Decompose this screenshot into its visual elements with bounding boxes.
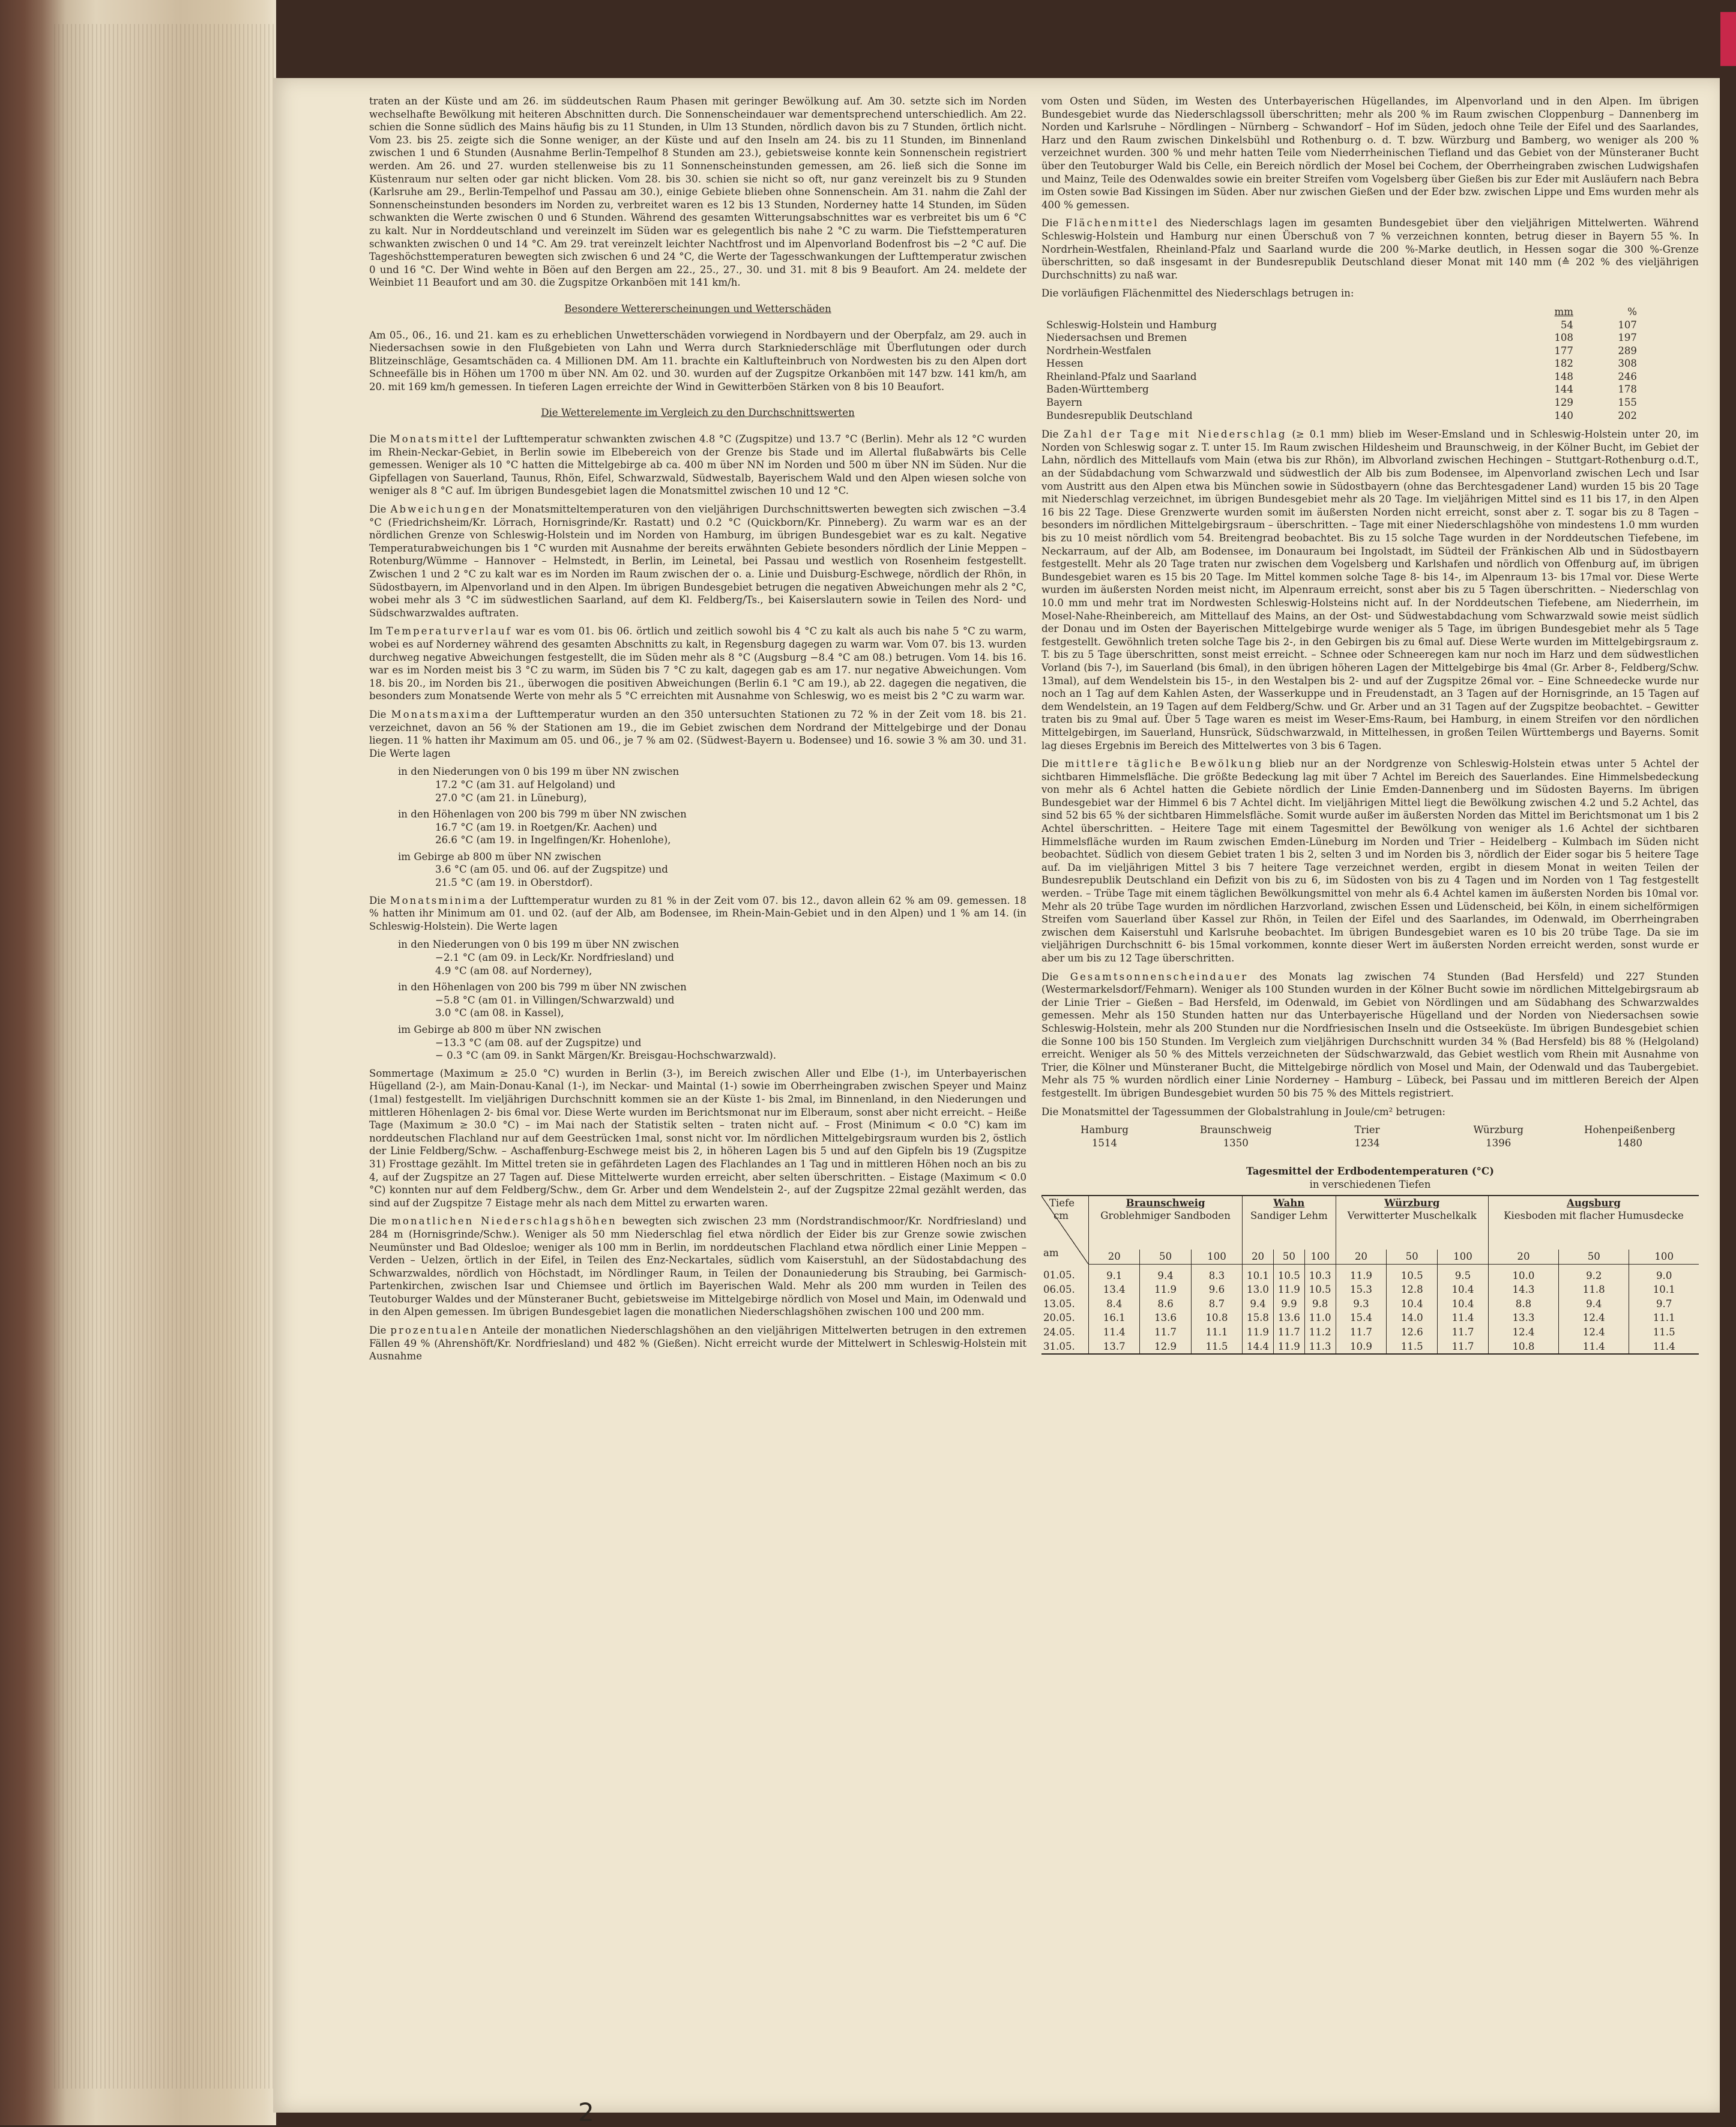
table-row xyxy=(1041,1264,1699,1283)
depth-header: 50 xyxy=(1273,1250,1304,1264)
paragraph: Die prozentualen Anteile der monatlichen Niederschlagshöhen an den vieljährigen Mittelwerten betrugen in den extremen Fällen 49 % (Ahrenshöft/Kr. Nordfriesland) und 482 % (Gießen). Nicht erreicht wurde der Mittelwert in Schleswig-Holstein mit Ausnahme xyxy=(369,1325,1026,1362)
depth-header: 20 xyxy=(1488,1250,1558,1264)
station-name: Braunschweig xyxy=(1199,1124,1272,1136)
paragraph: vom Osten und Süden, im Westen des Unterbayerischen Hügellandes, im Alpenvorland und in den Alpen. Im übrigen Bundesgebiet wurde das Niederschlagssoll überschritten; mehr als 200 % im Raum zwischen Cloppenburg – Dannenberg im Norden und Karlsruhe – Nördlingen – Nürnberg – Schwandorf – Hof im Süden, jedoch ohne Teile der Eifel und des Saarlandes, Harz und den Raum zwischen Dinkelsbühl und Rothenburg o. d. T. bzw. Würzburg und Bamberg, wo weniger als 200 % verzeichnet wurden. 300 % und mehr hatten Teile vom Niederrheinischen Tiefland und das Gebiet von der Münsteraner Bucht über den Teutoburger Wald bis Celle, ein Bereich nördlich der Mosel bei Cochem, der Oberrheingraben zwischen Ludwigshafen und Mainz, Teile des Odenwaldes sowie ein breiter Streifen vom Vogelsberg über Gießen bis zur Eder mit Ausläufern nach Bebra im Osten sowie Bad Kissingen im Süden. Aber nur zwischen Gießen und der Eder bzw. zwischen Lippe und Ems wurden mehr als 400 % gemessen. xyxy=(1041,95,1699,211)
value-cell: 11.7 xyxy=(1438,1340,1489,1355)
value-cell: 197 xyxy=(1618,332,1637,344)
value-cell: 11.8 xyxy=(1559,1283,1629,1297)
date-cell: 06.05. xyxy=(1043,1284,1075,1296)
soil-type: Kiesboden mit flacher Humusdecke xyxy=(1504,1210,1684,1222)
value-cell: 10.9 xyxy=(1336,1340,1387,1355)
radiation-value: 1396 xyxy=(1486,1137,1511,1149)
value-cell: 308 xyxy=(1618,358,1637,370)
table-title: Tagesmittel der Erdbodentemperaturen (°C) xyxy=(1246,1165,1494,1178)
table-row xyxy=(1041,370,1642,384)
spaced-term: monatlichen Niederschlagshöhen xyxy=(391,1215,617,1227)
value-cell: 11.7 xyxy=(1438,1325,1489,1340)
value-cell: 9.7 xyxy=(1629,1297,1699,1311)
value-cell: 11.1 xyxy=(1191,1325,1242,1340)
paragraph: Die monatlichen Niederschlagshöhen bewegten sich zwischen 23 mm (Nordstrandischmoor/Kr. Nordfriesland) und 284 m (Hornisgrinde/Schw.). Weniger als 50 mm Niederschlag fiel etwa nördlich der Eider bis zur Grenze sowie zwischen Neumünster und Bad Oldesloe; weniger als 100 mm in Berlin, im norddeutschen Flachland etwa nördlich einer Linie Meppen – Verden – Uelzen, örtlich in der Eifel, in Teilen des Enz-Neckartales, südlich vom Kaiserstuhl, an der Südostabdachung des Schwarzwaldes, nördlich von Höchstadt, im Nördlinger Raum, in Teilen der Donauniederung bis Straubing, bei Garmisch-Partenkirchen, zwischen Isar und Chiemsee und örtlich im Bayerischen Wald. Mehr als 200 mm wurden in Teilen des Teutoburger Waldes und der Münsteraner Bucht, gebietsweise im Mittelgebirge nördlich von Mosel und Main, im Odenwald und in den Alpen gemessen. Im übrigen Bundesgebiet lagen die monatlichen Niederschlagshöhen zwischen 100 und 200 mm. xyxy=(369,1215,1026,1318)
paragraph: Die vorläufigen Flächenmittel des Niederschlags betrugen in: xyxy=(1041,287,1354,299)
station-header xyxy=(1243,1196,1336,1250)
soil-type: Verwitterter Muschelkalk xyxy=(1347,1210,1477,1222)
value-cell: 8.4 xyxy=(1089,1297,1140,1311)
table-subtitle: in verschiedenen Tiefen xyxy=(1309,1178,1431,1190)
depth-header: 100 xyxy=(1629,1250,1699,1264)
station-header xyxy=(1336,1196,1488,1250)
value-cell: 11.5 xyxy=(1191,1340,1242,1355)
station-header xyxy=(1089,1196,1243,1250)
table-row xyxy=(1041,319,1642,332)
value-cell: 182 xyxy=(1554,358,1573,370)
value-cell: 12.6 xyxy=(1387,1325,1438,1340)
value-cell: 9.4 xyxy=(1243,1297,1274,1311)
region-cell: Hessen xyxy=(1046,358,1083,370)
table-row xyxy=(1041,1311,1699,1325)
paragraph: Die mittlere tägliche Bewölkung blieb nur an der Nordgrenze von Schleswig-Holstein etwas unter 5 Achtel der sichtbaren Himmelsfläche. Die größte Bedeckung lag mit über 7 Achtel im Bereich des Sauerlandes. Eine Himmelsbedeckung von mehr als 6 Achtel hatten die Gebiete nördlich der Linie Emden-Dannenberg und im Südosten Bayerns. Im übrigen Bundesgebiet war der Himmel 6 bis 7 Achtel dicht. Im vieljährigen Mittel liegt die Bewölkung zwischen 4.2 und 5.2 Achtel, das sind 52 bis 65 % der sichtbaren Himmelsfläche. Somit wurde außer im äußersten Norden das Mittel im Berichtsmonat um 1 bis 2 Achtel überschritten. – Heitere Tage mit einem Tagesmittel der Bewölkung von weniger als 1.6 Achtel der sichtbaren Himmelsfläche wurden im Raum zwischen Emden-Lüneburg im Norden und Trier – Heidelberg – Kulmbach im Süden nicht beobachtet. Südlich von diesem Gebiet traten 1 bis 2, selten 3 und im Norden bis 3, nördlich der Eider sogar bis 5 heitere Tage auf. Da im vieljährigen Mittel 3 bis 7 heitere Tage verzeichnet werden, ergibt in diesem Monat in weiten Teilen der Bundesrepublik Deutschland ein Defizit von bis zu 6, im Südosten von bis zu 4 Tagen und im Norden von 1 Tag festgestellt werden. – Trübe Tage mit einem täglichen Bewölkungsmittel von mehr als 6.4 Achtel kamen im äußersten Norden bis 10mal vor. Mehr als 20 trübe Tage wurden im nördlichen Harzvorland, zwischen Essen und Lüdenscheid, bei Köln, in einem sichelförmigen Streifen vom Sauerland über Kassel zur Rhön, in Teilen der Eifel und des Saarlandes, im Odenwald, im Oberrheingraben zwischen dem Kaiserstuhl und Karlsruhe beobachtet. Im übrigen Bundesgebiet waren es 10 bis 20 trübe Tage. Da sie im vieljährigen Durchschnitt 6- bis 15mal vorkommen, konnte dieser Wert im äußersten Norden erreicht werden, sonst wurde er aber um bis zu 12 Tage überschritten. xyxy=(1041,758,1699,964)
value-cell: 12.4 xyxy=(1559,1325,1629,1340)
value-cell: 12.9 xyxy=(1140,1340,1191,1355)
depth-header: 20 xyxy=(1336,1250,1387,1264)
value-cell: 10.1 xyxy=(1629,1283,1699,1297)
paragraph: Die Abweichungen der Monatsmitteltemperaturen von den vieljährigen Durchschnittswerten bewegten sich zwischen −3.4 °C (Friedrichsheim/Kr. Lörrach, Hornisgrinde/Kr. Rastatt) und 0.2 °C (Quickborn/Kr. Pinneberg). Zu warm war es an der nördlichen Grenze von Schleswig-Holstein und im Norden von Hamburg, im übrigen Bundesgebiet war es zu kalt. Negative Temperaturabweichungen bis 1 °C wurden mit Ausnahme der bereits erwähnten Gebiete besonders nördlich der Linie Meppen – Rotenburg/Wümme – Hannover – Helmstedt, in Berlin, im Leinetal, bei Passau und westlich von Rosenheim festgestellt. Zwischen 1 und 2 °C zu kalt war es im Norden im Raum zwischen der o. a. Linie und Duisburg-Eschwege, nördlich der Rhön, in Südostbayern, im Alpenvorland und in den Alpen. Im übrigen Bundesgebiet betrugen die negativen Abweichungen mehr als 2 °C, wobei mehr als 3 °C im südwestlichen Saarland, auf dem Kl. Feldberg/Ts., bei Kaiserslautern sowie in Teilen des Nord- und Südschwarzwaldes auftraten. xyxy=(369,504,1026,619)
right-column xyxy=(1041,95,1699,1355)
value-cell: 9.8 xyxy=(1304,1297,1336,1311)
paragraph: Die Monatsmittel der Lufttemperatur schwankten zwischen 4.8 °C (Zugspitze) und 13.7 °C (Berlin). Mehr als 12 °C wurden im Rhein-Neckar-Gebiet, in Berlin sowie im Elbebereich von der Grenze bis Stade und im Allertal flußabwärts bis Celle gemessen. Weniger als 10 °C hatten die Mittelgebirge ab ca. 400 m über NN im Norden und 500 m über NN im Süden. Nur die Gipfellagen von Sauerland, Taunus, Rhön, Eifel, Schwarzwald, Südwestalb, Bayerischem Wald und den Alpen wiesen solche von weniger als 8 °C auf. Im übrigen Bundesgebiet lagen die Monatsmittel zwischen 10 und 12 °C. xyxy=(369,433,1026,497)
value-cell: 10.1 xyxy=(1243,1264,1274,1283)
column-header: mm xyxy=(1554,305,1573,317)
value-cell: 13.0 xyxy=(1243,1283,1274,1297)
paragraph: traten an der Küste und am 26. im süddeutschen Raum Phasen mit geringer Bewölkung auf. Am 30. setzte sich im Norden wechselhafte Bewölkung mit heiteren Abschnitten durch. Die Sonnenscheindauer war dementsprechend unterschiedlich. Am 22. schien die Sonne südlich des Mains häufig bis zu 11 Stunden, in Ulm 13 Stunden, nördlich davon bis zu 7 Stunden, örtlich nicht. Vom 23. bis 25. zeigte sich die Sonne weniger, an der Küste und auf den Inseln am 24. bis zu 11 Stunden, im Binnenland zwischen 1 und 6 Stunden (Ausnahme Berlin-Tempelhof 8 Stunden am 23.), gebietsweise konnte kein Sonnenschein registriert werden. Am 26. und 27. wurden stellenweise bis zu 11 Sonnenscheinstunden gemessen, am 26. ließ sich die Sonne im Küstenraum nur selten oder gar nicht blicken. Vom 28. bis 30. schien sie nicht so oft, nur ganz vereinzelt bis zu 9 Stunden (Karlsruhe am 29., Berlin-Tempelhof und Passau am 30.), einige Gebiete blieben ohne Sonnenschein. Am 31. nahm die Zahl der Sonnenscheinstunden besonders im Norden zu, verbreitet waren es 12 bis 13 Stunden, Norderney hatte 14 Stunden, im Süden schwankten die Werte zwischen 0 und 6 Stunden. Während des gesamten Witterungsabschnittes war es verbreitet bis um 6 °C zu kalt. Nur in Norddeutschland und vereinzelt im Süden war es gelegentlich bis nahe 2 °C zu warm. Die Tiefsttemperaturen schwankten zwischen 0 und 14 °C. Am 29. trat vereinzelt leichter Nachtfrost und im Alpenvorland Bodenfrost bis −2 °C auf. Die Tageshöchsttemperaturen bewegten sich zwischen 6 und 24 °C, die Werte der Tagesschwankungen der Lufttemperatur zwischen 0 und 16 °C. Der Wind wehte in Böen auf den Bergen am 22., 25., 27., 30. und 31. mit 8 bis 9 Beaufort. Am 24. meldete der Weinbiet 11 Beaufort und am 30. die Zugspitze Orkanböen mit 141 km/h. xyxy=(369,95,1026,289)
table-row xyxy=(1041,357,1642,370)
value-cell: 9.9 xyxy=(1273,1297,1304,1311)
value-cell: 15.8 xyxy=(1243,1311,1274,1325)
precipitation-table xyxy=(1041,305,1642,422)
corner-date-label: am xyxy=(1043,1247,1059,1259)
list-item: im Gebirge ab 800 m über NN zwischen xyxy=(398,1024,601,1035)
paragraph: Im Temperaturverlauf war es vom 01. bis 06. örtlich und zeitlich sowohl bis 4 °C zu kalt als auch bis nahe 5 °C zu warm, wobei es auf Norderney während des gesamten Abschnitts zu kalt, in Regensburg dagegen zu warm war. Vom 07. bis 13. wurden durchweg negative Abweichungen festgestellt, die im Süden mehr als 8 °C (Augsburg −8.4 °C am 08.) betrugen. Vom 14. bis 16. war es im Norden meist bis 3 °C zu warm, im Süden bis 7 °C zu kalt, dagegen gab es am 17. nur negative Abweichungen. Vom 18. bis 20., im Norden bis 21., überwogen die positiven Abweichungen (Berlin 6.1 °C am 19.), ab 22. dagegen die negativen, die besonders zum Monatsende Werte von mehr als 5 °C erreichten mit Ausnahme von Schleswig, wo es meist bis 2 °C zu warm war. xyxy=(369,625,1026,702)
corner-depth-label: Tiefe xyxy=(1049,1197,1075,1209)
radiation-value: 1480 xyxy=(1617,1137,1643,1149)
list-item: in den Niederungen von 0 bis 199 m über NN zwischen xyxy=(398,939,680,951)
value-cell: 140 xyxy=(1554,409,1573,421)
table-header-row xyxy=(1041,305,1642,319)
corner-cell xyxy=(1041,1196,1089,1265)
list-item: 27.0 °C (am 21. in Lüneburg), xyxy=(435,792,587,804)
value-cell: 11.5 xyxy=(1387,1340,1438,1355)
list-item: −13.3 °C (am 08. auf der Zugspitze) und xyxy=(435,1036,642,1048)
value-cell: 144 xyxy=(1554,384,1573,396)
value-cell: 10.4 xyxy=(1387,1297,1438,1311)
depth-header: 50 xyxy=(1140,1250,1191,1264)
value-cell: 11.9 xyxy=(1273,1283,1304,1297)
value-cell: 10.3 xyxy=(1304,1264,1336,1283)
region-cell: Bayern xyxy=(1046,397,1082,409)
soil-type: Groblehmiger Sandboden xyxy=(1100,1210,1231,1222)
value-cell: 108 xyxy=(1554,332,1573,344)
value-cell: 9.1 xyxy=(1089,1264,1140,1283)
page-number: 2 xyxy=(578,2098,594,2127)
list-item: im Gebirge ab 800 m über NN zwischen xyxy=(398,850,601,862)
table-row xyxy=(1041,1325,1699,1340)
value-cell: 13.4 xyxy=(1089,1283,1140,1297)
paragraph: Sommertage (Maximum ≥ 25.0 °C) wurden in Berlin (3-), im Bereich zwischen Aller und Elbe (1-), im Unterbayerischen Hügelland (2-), am Main-Donau-Kanal (1-), im Neckar- und Maintal (1-) sowie im Oberrheingraben zwischen Speyer und Mainz (1mal) festgestellt. Im vieljährigen Durchschnitt kommen sie an der Küste 1- bis 2mal, im Binnenland, in den Niederungen und mittleren Höhenlagen 2- bis 6mal vor. Diese Werte wurden im Berichtsmonat nur im Elberaum, sonst aber nicht erreicht. – Heiße Tage (Maximum ≥ 30.0 °C) – im Mai nach der Statistik selten – traten nicht auf. – Frost (Minimum < 0.0 °C) kam im norddeutschen Flachland nur auf dem Geestrücken 1mal, sonst nicht vor. Im nördlichen Mittelgebirgsraum wurden bis 2, östlich der Linie Feldberg/Schw. – Aschaffenburg-Eschwege meist bis 2, in höheren Lagen bis 5 und auf den Gipfeln bis 19 (Zugspitze 31) Frosttage gezählt. Im Mittel treten sie in gefährdeten Lagen des Flachlandes an 1 Tag und in mittleren Höhen noch an bis zu 4, auf der Zugspitze an 27 Tagen auf. Diese Mittelwerte wurden erreicht, aber selten überschritten. – Eistage (Maximum < 0.0 °C) konnten nur auf dem Feldberg/Schw., dem Gr. Arber und dem Wendelstein 2-, auf der Zugspitze 22mal gezählt werden, das sind auf der Zugspitze 7 Eistage mehr als nach dem Mittel zu erwarten waren. xyxy=(369,1067,1026,1209)
paragraph: Die Gesamtsonnenscheindauer des Monats lag zwischen 74 Stunden (Bad Hersfeld) und 227 Stunden (Westermarkelsdorf/Fehmarn). Weniger als 100 Stunden wurden in der Kölner Bucht sowie im nördlichen Mittelgebirgsraum ab der Linie Trier – Gießen – Bad Hersfeld, im Odenwald, im Gebiet von Nördlingen und am Südabhang des Schwarzwaldes gemessen. Mehr als 150 Stunden hatten nur das Unterbayerische Hügelland und der Norden von Niedersachsen sowie Schleswig-Holstein, mehr als 200 Stunden nur die Nordfriesischen Inseln und die Ostseeküste. Im übrigen Bundesgebiet schien die Sonne 100 bis 150 Stunden. Im Vergleich zum vieljährigen Durchschnitt wurden 34 % (Bad Hersfeld) bis 88 % (Helgoland) erreicht. Weniger als 50 % des Mittels verzeichneten der Südschwarzwald, das Gebiet westlich vom Rhein mit Ausnahme von Trier, die Kölner und Münsteraner Bucht, die Mittelgebirge nördlich von Mosel und Main, der Odenwald und das Taubergebiet. Mehr als 75 % wurden nördlich einer Linie Norderney – Hamburg – Lübeck, bei Passau und im mittleren Bereich der Alpen festgestellt. Im übrigen Bundesgebiet wurden 50 bis 75 % des Mittels registriert. xyxy=(1041,970,1699,1099)
value-cell: 13.7 xyxy=(1089,1340,1140,1355)
region-cell: Bundesrepublik Deutschland xyxy=(1046,409,1193,421)
value-cell: 10.8 xyxy=(1488,1340,1558,1355)
depth-header-row xyxy=(1041,1250,1699,1264)
value-cell: 8.7 xyxy=(1191,1297,1242,1311)
book-binding xyxy=(0,0,276,2125)
minima-list xyxy=(369,938,1026,1062)
value-cell: 148 xyxy=(1554,370,1573,382)
value-cell: 11.9 xyxy=(1140,1283,1191,1297)
value-cell: 11.4 xyxy=(1629,1340,1699,1355)
list-item: 4.9 °C (am 08. auf Norderney), xyxy=(435,964,592,976)
list-item: in den Niederungen von 0 bis 199 m über NN zwischen xyxy=(398,766,680,778)
spaced-term: Gesamtsonnenscheindauer xyxy=(1070,970,1249,982)
table-row xyxy=(1041,344,1642,358)
value-cell: 11.3 xyxy=(1304,1340,1336,1355)
value-cell: 10.8 xyxy=(1191,1311,1242,1325)
list-item: in den Höhenlagen von 200 bis 799 m über NN zwischen xyxy=(398,808,687,820)
spaced-term: Abweichungen xyxy=(390,504,487,516)
value-cell: 9.4 xyxy=(1559,1297,1629,1311)
region-cell: Rheinland-Pfalz und Saarland xyxy=(1046,370,1197,382)
depth-header: 50 xyxy=(1387,1250,1438,1264)
list-item: in den Höhenlagen von 200 bis 799 m über NN zwischen xyxy=(398,981,687,993)
value-cell: 11.5 xyxy=(1629,1325,1699,1340)
radiation-station xyxy=(1173,1124,1299,1149)
station-header-row xyxy=(1041,1196,1699,1250)
station-header xyxy=(1488,1196,1699,1250)
spaced-term: Monatsmaxima xyxy=(391,708,490,720)
date-cell: 13.05. xyxy=(1043,1298,1075,1310)
value-cell: 11.7 xyxy=(1336,1325,1387,1340)
depth-header: 100 xyxy=(1304,1250,1336,1264)
value-cell: 12.4 xyxy=(1488,1325,1558,1340)
value-cell: 11.4 xyxy=(1559,1340,1629,1355)
value-cell: 10.5 xyxy=(1387,1264,1438,1283)
date-cell: 24.05. xyxy=(1043,1326,1075,1338)
table-row xyxy=(1041,331,1642,344)
value-cell: 10.5 xyxy=(1273,1264,1304,1283)
date-cell: 20.05. xyxy=(1043,1312,1075,1324)
value-cell: 11.2 xyxy=(1304,1325,1336,1340)
value-cell: 14.0 xyxy=(1387,1311,1438,1325)
spaced-term: Monatsminima xyxy=(390,894,487,906)
value-cell: 11.4 xyxy=(1089,1325,1140,1340)
table-row xyxy=(1041,409,1642,423)
value-cell: 11.0 xyxy=(1304,1311,1336,1325)
spaced-term: Zahl der Tage mit Niederschlag xyxy=(1064,429,1287,441)
list-item: 21.5 °C (am 19. in Oberstdorf). xyxy=(435,877,593,889)
list-item: 26.6 °C (am 19. in Ingelfingen/Kr. Hohenlohe), xyxy=(435,834,671,846)
value-cell: 15.3 xyxy=(1336,1283,1387,1297)
station-name: Braunschweig xyxy=(1126,1196,1205,1209)
section-heading: Besondere Wettererscheinungen und Wetterschäden xyxy=(564,302,831,314)
list-item: −5.8 °C (am 01. in Villingen/Schwarzwald) und xyxy=(435,994,675,1006)
list-item: 17.2 °C (am 31. auf Helgoland) und xyxy=(435,778,615,790)
spaced-term: mittlere tägliche Bewölkung xyxy=(1064,758,1264,770)
paragraph: Die Zahl der Tage mit Niederschlag (≥ 0.1 mm) blieb im Weser-Emsland und in Schleswig-Holstein unter 20, im Norden von Schleswig sogar z. T. unter 15. Im Raum zwischen Hildesheim und Braunschweig, in der Kölner Bucht, im Gebiet der Lahn, nördlich des Mittellaufs vom Main (etwa bis zur Rhön), im Albvorland zwischen Hechingen – Stuttgart-Rothenburg o.d.T., an der Südabdachung vom Schwarzwald und südwestlich der Alb bis zum Bodensee, im Alpenvorland zwischen Lech und Isar vom Austritt aus den Alpen etwa bis München sowie in Südostbayern (ohne das Berchtesgadener Land) wurden 15 bis 20 Tage mit Niederschlag verzeichnet, im übrigen Bundesgebiet mehr als 20 Tage. Im vieljährigen Mittel sind es 11 bis 17, in den Alpen 16 bis 22 Tage. Diese Grenzwerte wurden somit im äußersten Norden nicht erreicht, sonst aber z. T. sogar bis zu 8 Tagen – besonders im nördlichen Mittelgebirgsraum – überschritten. – Tage mit einer Niederschlagshöhe von mindestens 1.0 mm wurden bis zu 10 meist nördlich vom 54. Breitengrad beobachtet. Bis zu 15 solche Tage wurden in der Norddeutschen Tiefebene, im Neckarraum, auf der Alb, am Bodensee, im Donauraum bei Ingolstadt, im Südteil der Fränkischen Alb und in Südostbayern festgestellt. Mehr als 20 Tage traten nur zwischen dem Vogelsberg und Karlshafen und nördlich von Offenburg auf, im übrigen Bundesgebiet waren es 15 bis 20 Tage. Im Mittel kommen solche Tage 8- bis 14-, im Alpenraum 13- bis 17mal vor. Diese Werte wurden im äußersten Norden meist nicht, im Alpenraum erreicht, sonst aber bis zu 5 Tagen überschritten. – Niederschlag von 10.0 mm und mehr trat im Nordwesten Schleswig-Holsteins nicht auf. In der Norddeutschen Tiefebene, am Niederrhein, im Mosel-Nahe-Rheinbereich, am Mittellauf des Mains, an der Ost- und Südwestabdachung vom Schwarzwald sowie meist südlich der Donau und im Osten der Bayerischen Mittelgebirge wurde weniger als 5 Tage, im übrigen Bundesgebiet mehr als 5 Tage festgestellt. Gewöhnlich treten solche Tage bis 2-, in den Gebirgen bis zu 6mal auf. Diese Werte wurden im Mittelgebirgsraum z. T. bis zu 5 Tage überschritten, sonst meist erreicht. – Schnee oder Schneeregen kam nur noch im Harz und dem südwestlichen Vorland (bis 7-), im Sauerland (bis 6mal), in den übrigen höheren Lagen der Mittelgebirge bis 4mal (Gr. Arber 8-, Feldberg/Schw. 13mal), auf dem Wendelstein bis 15-, in den Westalpen bis 2- und auf der Zugspitze 26mal vor. – Eine Schneedecke wurde nur noch an 1 Tag auf dem Kahlen Asten, der Wasserkuppe und in Freudenstadt, an 3 Tagen auf der Hornisgrinde, an 15 Tagen auf dem Wendelstein, an 19 Tagen auf dem Feldberg/Schw. und Gr. Arber und an 31 Tagen auf der Zugspitze beobachtet. – Gewitter traten bis zu 9mal auf. Über 5 Tage waren es meist im Weser-Ems-Raum, bei Hamburg, in einem Streifen vor den nördlichen Mittelgebirgen, im Sauerland, Hunsrück, Südschwarzwald, in Mittelhessen, in großen Teilen Württembergs und Bayerns. Somit lag dieses Ergebnis im Bereich des Mittelwertes von 3 bis 6 Tagen. xyxy=(1041,429,1699,751)
value-cell: 14.3 xyxy=(1488,1283,1558,1297)
bookmark-tab xyxy=(1720,12,1736,66)
depth-header: 20 xyxy=(1089,1250,1140,1264)
spaced-term: Flächenmittel xyxy=(1065,217,1159,229)
station-name: Trier xyxy=(1354,1124,1380,1136)
value-cell: 289 xyxy=(1618,344,1637,357)
value-cell: 155 xyxy=(1618,397,1637,409)
station-name: Würzburg xyxy=(1473,1124,1524,1136)
section-heading: Die Wetterelemente im Vergleich zu den Durchschnittswerten xyxy=(541,407,855,419)
radiation-value: 1350 xyxy=(1223,1137,1249,1149)
paragraph: Die Monatsmaxima der Lufttemperatur wurden an den 350 untersuchten Stationen zu 72 % in der Zeit vom 18. bis 21. verzeichnet, davon an 56 % der Stationen am 19., die im Gebiet zwischen dem Nordrand der Mittelgebirge und der Donau liegen. 11 % hatten ihr Maximum am 05. und 06., je 7 % am 02. (Südwest-Bayern u. Bodensee) und 16. sowie 3 % am 30. und 31. Die Werte lagen xyxy=(369,708,1026,759)
spaced-term: prozentualen xyxy=(390,1325,479,1337)
value-cell: 54 xyxy=(1560,319,1573,331)
value-cell: 14.4 xyxy=(1243,1340,1274,1355)
radiation-value: 1514 xyxy=(1091,1137,1118,1149)
value-cell: 8.8 xyxy=(1488,1297,1558,1311)
value-cell: 177 xyxy=(1554,344,1573,357)
radiation-values xyxy=(1041,1124,1693,1149)
radiation-station xyxy=(1304,1124,1430,1149)
region-cell: Nordrhein-Westfalen xyxy=(1046,344,1151,357)
table-row xyxy=(1041,1340,1699,1355)
station-name: Hamburg xyxy=(1080,1124,1129,1136)
value-cell: 107 xyxy=(1618,319,1637,331)
value-cell: 13.6 xyxy=(1140,1311,1191,1325)
value-cell: 11.9 xyxy=(1243,1325,1274,1340)
value-cell: 10.0 xyxy=(1488,1264,1558,1283)
value-cell: 9.3 xyxy=(1336,1297,1387,1311)
date-cell: 31.05. xyxy=(1043,1340,1075,1352)
left-column xyxy=(369,95,1026,1368)
list-item: −2.1 °C (am 09. in Leck/Kr. Nordfriesland) und xyxy=(435,952,675,964)
value-cell: 9.0 xyxy=(1629,1264,1699,1283)
paragraph: Am 05., 06., 16. und 21. kam es zu erheblichen Unwetterschäden vorwiegend in Nordbayern und der Oberpfalz, am 29. auch in Niedersachsen sowie in den Flußgebieten von Lahn und Werra durch Starkniederschläge mit Überflutungen oder durch Blitzeinschläge, Gesamtschäden ca. 4 Millionen DM. Am 11. brachte ein Kaltlufteinbruch von Nordwesten bis zu den Alpen dort Schneefälle bis in Höhen um 1700 m über NN. Am 02. und 30. wurden auf der Zugspitze Orkanböen mit 147 bzw. 141 km/h, am 20. mit 169 km/h gemessen. In tieferen Lagen erreichte der Wind in Gewitterböen Stärken von 8 bis 10 Beaufort. xyxy=(369,329,1026,393)
value-cell: 10.4 xyxy=(1438,1283,1489,1297)
radiation-station xyxy=(1041,1124,1168,1149)
value-cell: 9.6 xyxy=(1191,1283,1242,1297)
list-item: − 0.3 °C (am 09. in Sankt Märgen/Kr. Breisgau-Hochschwarzwald). xyxy=(435,1050,777,1062)
station-name: Wahn xyxy=(1273,1196,1305,1209)
region-cell: Niedersachsen und Bremen xyxy=(1046,332,1187,344)
maxima-list xyxy=(369,765,1026,889)
document-page xyxy=(273,78,1720,2127)
paragraph: Die Flächenmittel des Niederschlags lagen im gesamten Bundesgebiet über den vieljährigen Mittelwerten. Während Schleswig-Holstein und Hamburg nur einen Überschuß von 7 % verzeichnen konnten, betrug dieser in Bayern 55 %. In Nordrhein-Westfalen, Rheinland-Pfalz und Saarland wurde die 200 %-Marke deutlich, in Hessen sogar die 300 %-Grenze überschritten, so daß insgesamt in der Bundesrepublik Deutschland dieser Monat mit 140 mm (≙ 202 % des vieljährigen Durchschnitts) zu naß war. xyxy=(1041,217,1699,281)
value-cell: 129 xyxy=(1554,397,1573,409)
value-cell: 11.9 xyxy=(1336,1264,1387,1283)
list-item: 3.6 °C (am 05. und 06. auf der Zugspitze) und xyxy=(435,864,668,876)
value-cell: 10.5 xyxy=(1304,1283,1336,1297)
table-row xyxy=(1041,383,1642,396)
spaced-term: Monatsmittel xyxy=(390,433,479,445)
precipitation-rows xyxy=(1041,319,1642,423)
region-cell: Schleswig-Holstein und Hamburg xyxy=(1046,319,1217,331)
value-cell: 9.5 xyxy=(1438,1264,1489,1283)
value-cell: 246 xyxy=(1618,370,1637,382)
radiation-station xyxy=(1567,1124,1693,1149)
station-name: Würzburg xyxy=(1384,1196,1440,1209)
spaced-term: Temperaturverlauf xyxy=(386,625,512,637)
radiation-station xyxy=(1435,1124,1561,1149)
value-cell: 15.4 xyxy=(1336,1311,1387,1325)
depth-header: 100 xyxy=(1191,1250,1242,1264)
table-row xyxy=(1041,1297,1699,1311)
value-cell: 9.4 xyxy=(1140,1264,1191,1283)
soil-type: Sandiger Lehm xyxy=(1250,1210,1328,1222)
value-cell: 13.3 xyxy=(1488,1311,1558,1325)
depth-header: 100 xyxy=(1438,1250,1489,1264)
value-cell: 9.2 xyxy=(1559,1264,1629,1283)
list-item: 3.0 °C (am 08. in Kassel), xyxy=(435,1007,564,1019)
paragraph: Die Monatsminima der Lufttemperatur wurden zu 81 % in der Zeit vom 07. bis 12., davon allein 62 % am 09. gemessen. 18 % hatten ihr Minimum am 01. und 02. (auf der Alb, am Bodensee, im Rhein-Main-Gebiet und in den Alpen) und 1 % am 14. (in Schleswig-Holstein). Die Werte lagen xyxy=(369,894,1026,932)
station-name: Hohenpeißenberg xyxy=(1584,1124,1675,1136)
corner-unit-label: cm xyxy=(1053,1210,1069,1222)
depth-header: 20 xyxy=(1243,1250,1274,1264)
value-cell: 11.7 xyxy=(1273,1325,1304,1340)
region-cell: Baden-Württemberg xyxy=(1046,384,1149,396)
radiation-value: 1234 xyxy=(1354,1137,1380,1149)
value-cell: 8.3 xyxy=(1191,1264,1242,1283)
value-cell: 12.8 xyxy=(1387,1283,1438,1297)
value-cell: 16.1 xyxy=(1089,1311,1140,1325)
value-cell: 11.9 xyxy=(1273,1340,1304,1355)
depth-header: 50 xyxy=(1559,1250,1629,1264)
value-cell: 11.1 xyxy=(1629,1311,1699,1325)
value-cell: 10.4 xyxy=(1438,1297,1489,1311)
value-cell: 13.6 xyxy=(1273,1311,1304,1325)
value-cell: 11.7 xyxy=(1140,1325,1191,1340)
station-name: Augsburg xyxy=(1566,1196,1621,1209)
column-header: % xyxy=(1627,305,1637,317)
value-cell: 11.4 xyxy=(1438,1311,1489,1325)
soil-temperature-table xyxy=(1041,1195,1699,1355)
paragraph: Die Monatsmittel der Tagessummen der Globalstrahlung in Joule/cm² betrugen: xyxy=(1041,1106,1445,1118)
date-cell: 01.05. xyxy=(1043,1269,1075,1281)
value-cell: 8.6 xyxy=(1140,1297,1191,1311)
list-item: 16.7 °C (am 19. in Roetgen/Kr. Aachen) und xyxy=(435,821,657,833)
table-row xyxy=(1041,1283,1699,1297)
value-cell: 12.4 xyxy=(1559,1311,1629,1325)
value-cell: 202 xyxy=(1618,409,1637,421)
table-row xyxy=(1041,396,1642,409)
page-edges xyxy=(54,24,276,2089)
value-cell: 178 xyxy=(1618,384,1637,396)
